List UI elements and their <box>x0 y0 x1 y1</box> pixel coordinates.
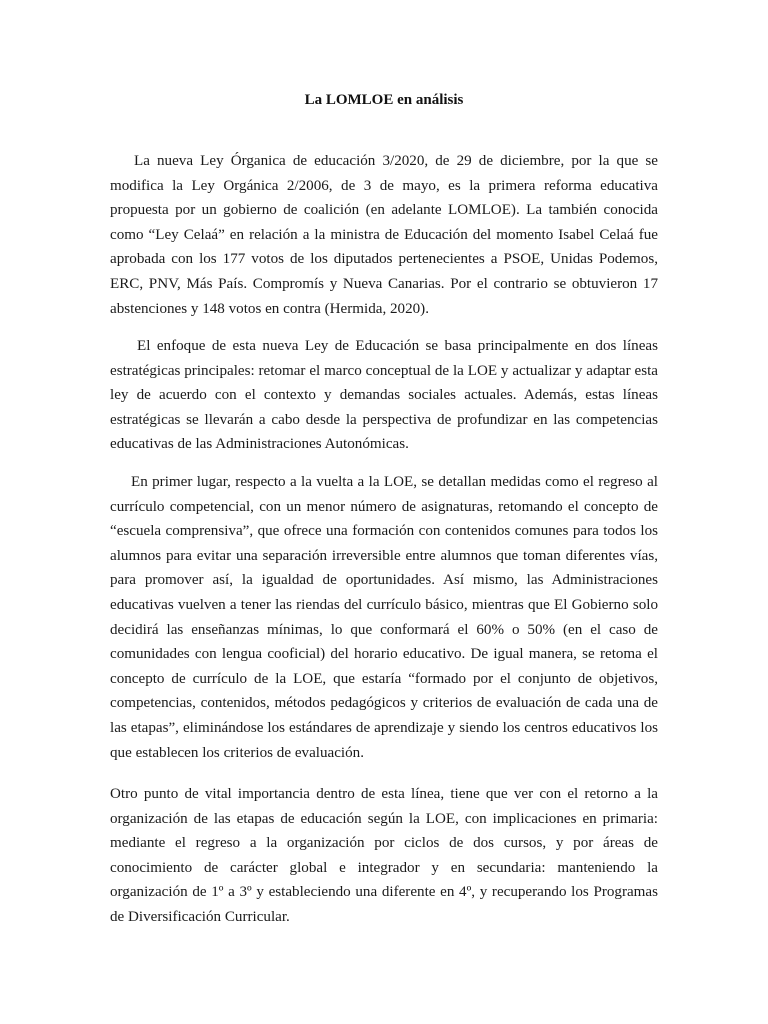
paragraph-loe-return: En primer lugar, respecto a la vuelta a la LOE, se detallan medidas como el regreso al currículo competencial, con un menor número de asignaturas, retomando el concepto de “escuela comprensiva”, que ofrece una formación con contenidos comunes para todos los alumnos para evitar una separación irreversible entre alumnos que toman diferentes vías, para promover así, la igualdad de oportunidades. Así mismo, las Administraciones educativas vuelven a tener las riendas del currículo básico, mientras que El Gobierno solo decidirá las enseñanzas mínimas, lo que conformará el 60% o 50% (en el caso de comunidades con lengua cooficial) del horario educativo. De igual manera, se retoma el concepto de currículo de la LOE, que estaría “formado por el conjunto de objetivos, competencias, contenidos, métodos pedagógicos y criterios de evaluación de cada una de las etapas”, eliminándose los estándares de aprendizaje y siendo los centros educativos los que establecen los criterios de evaluación. <box>110 474 658 761</box>
document-title: La LOMLOE en análisis <box>304 92 464 108</box>
paragraph-approach: El enfoque de esta nueva Ley de Educación se basa principalmente en dos líneas estratégicas principales: retomar el marco conceptual de la LOE y actualizar y adaptar esta ley de acuerdo con el contexto y demandas sociales actuales. Además, estas líneas estratégicas se llevarán a cabo desde la perspectiva de profundizar en las competencias educativas de las Administraciones Autonómicas. <box>110 338 658 453</box>
paragraph-stages-organization: Otro punto de vital importancia dentro de esta línea, tiene que ver con el retorno a la organización de las etapas de educación según la LOE, con implicaciones en primaria: mediante el regreso a la organización por ciclos de dos cursos, y por áreas de conocimiento de carácter global e integrador y en secundaria: manteniendo la organización de 1º a 3º y estableciendo una diferente en 4º, y recuperando los Programas de Diversificación Curricular. <box>110 786 658 925</box>
paragraph-intro: La nueva Ley Órganica de educación 3/2020, de 29 de diciembre, por la que se modifica la Ley Orgánica 2/2006, de 3 de mayo, es la primera reforma educativa propuesta por un gobierno de coalición (en adelante LOMLOE). La también conocida como “Ley Celaá” en relación a la ministra de Educación del momento Isabel Celaá fue aprobada con los 177 votos de los diputados pertenecientes a PSOE, Unidas Podemos, ERC, PNV, Más País. Compromís y Nueva Canarias. Por el contrario se obtuvieron 17 abstenciones y 148 votos en contra (Hermida, 2020). <box>110 153 658 317</box>
